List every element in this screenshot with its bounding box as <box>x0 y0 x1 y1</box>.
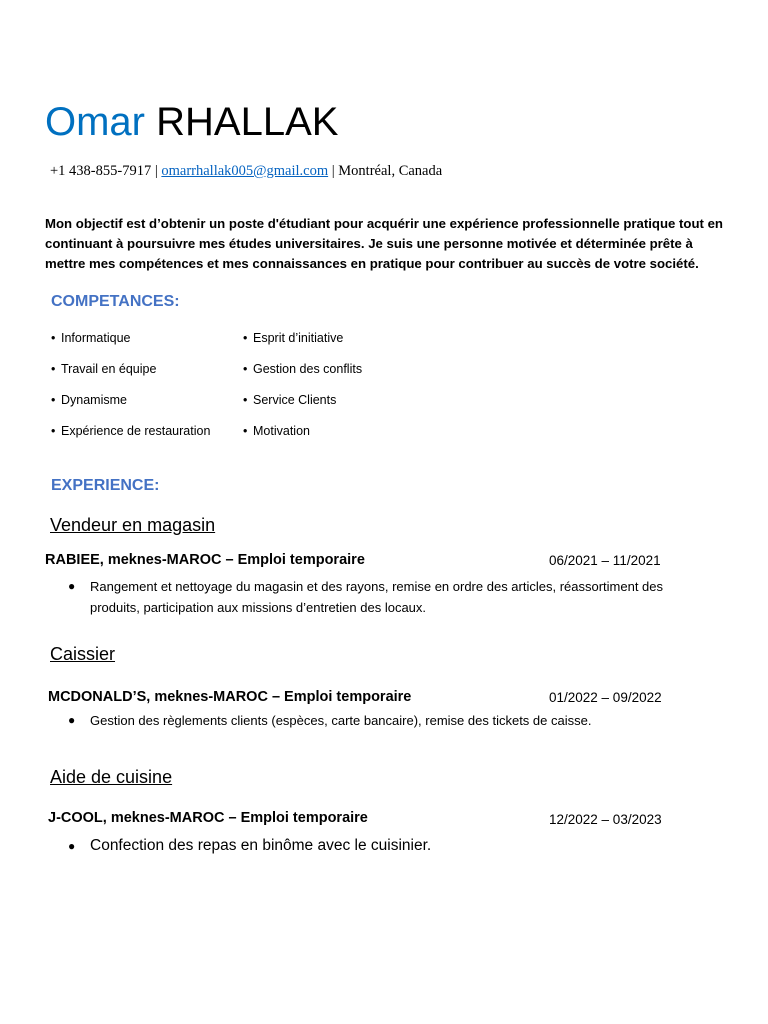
last-name: RHALLAK <box>156 100 339 144</box>
job-description: Rangement et nettoyage du magasin et des rayons, remise en ordre des articles, réassortiment des produits, participation aux missions d’entretien des locaux. <box>90 579 664 615</box>
job-title: Aide de cuisine <box>50 767 173 787</box>
job-employer: MCDONALD’S, meknes-MAROC – Emploi temporaire <box>48 689 412 705</box>
skill-item: • Gestion des conflits <box>243 362 363 376</box>
job-description: Confection des repas en binôme avec le cuisinier. <box>90 837 432 854</box>
bullet: ● <box>68 713 76 727</box>
contact-line <box>50 162 442 180</box>
job-employer: J-COOL, meknes-MAROC – Emploi temporaire <box>48 810 368 826</box>
job-dates: 01/2022 – 09/2022 <box>549 690 662 705</box>
job-employer: RABIEE, meknes-MAROC – Emploi temporaire <box>45 552 365 568</box>
objective-paragraph: Mon objectif est d’obtenir un poste d'étudiant pour acquérir une expérience professionnelle pratique tout en continuant à poursuivre mes études universitaires. Je suis une personne motivée et déterminée prête à mettre mes compétences et mes connaissances en pratique pour contribuer au succès de votre société. <box>45 216 723 271</box>
section-title-competences: COMPETANCES: <box>51 293 180 310</box>
skill-item: • Dynamisme <box>51 393 127 407</box>
bullet: ● <box>68 579 76 593</box>
location: | Montréal, Canada <box>331 163 443 179</box>
phone: +1 438-855-7917 | <box>50 163 158 179</box>
skill-item: • Motivation <box>243 424 310 438</box>
job-description: Gestion des règlements clients (espèces, carte bancaire), remise des tickets de caisse. <box>90 713 592 728</box>
candidate-name <box>45 98 338 146</box>
job-dates: 06/2021 – 11/2021 <box>549 553 661 568</box>
skill-item: • Expérience de restauration <box>51 424 211 438</box>
skill-item: • Informatique <box>51 331 131 345</box>
skill-item: • Travail en équipe <box>51 362 157 376</box>
job-dates: 12/2022 – 03/2023 <box>549 812 662 827</box>
email-link[interactable]: omarrhallak005@gmail.com <box>161 163 329 179</box>
section-title-experience: EXPERIENCE: <box>51 477 160 494</box>
skill-item: • Service Clients <box>243 393 337 407</box>
job-title: Caissier <box>50 644 116 664</box>
job-title: Vendeur en magasin <box>50 515 216 535</box>
skill-item: • Esprit d’initiative <box>243 331 344 345</box>
first-name: Omar <box>45 100 145 144</box>
bullet: ● <box>68 839 76 853</box>
